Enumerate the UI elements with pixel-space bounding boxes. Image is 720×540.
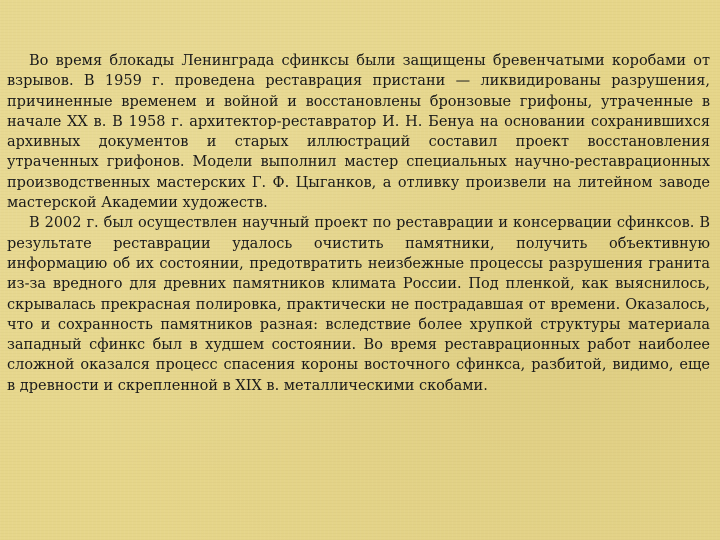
paragraph-2002-project: В 2002 г. был осуществлен научный проект по реставрации и консервации сфинксов. В результате реставрации удалось очистить памятники, получить объективную информацию об их состоянии, предотвратить неизбежные процессы разрушения гранита из-за вредного для древних памятников климата России. Под пленкой, как выяснилось, скрывалась прекрасная полировка, практически не пострадавшая от времени. Оказалось, что и сохранность памятников разная: вследствие более хрупкой структуры материала западный сфинкс был в худшем состоянии. Во время реставрационных работ наиболее сложной оказался процесс спасения короны восточного сфинкса, разбитой, видимо, еще в древности и скрепленной в XIX в. металлическими скобами. [7,215,710,394]
text-body [7,51,710,396]
paragraph-blockade-restoration: Во время блокады Ленинграда сфинксы были защищены бревенчатыми коробами от взрывов. В 1959 г. проведена реставрация пристани — ликвидированы разрушения, причиненные временем и войной и восстановлены бронзовые грифоны, утраченные в начале XX в. В 1958 г. архитектор-реставратор И. Н. Бенуа на основании сохранившихся архивных документов и старых иллюстраций составил проект восстановления утраченных грифонов. Модели выполнил мастер специальных научно-реставрационных производственных мастерских Г. Ф. Цыганков, а отливку произвели на литейном заводе мастерской Академии художеств. [7,53,710,212]
